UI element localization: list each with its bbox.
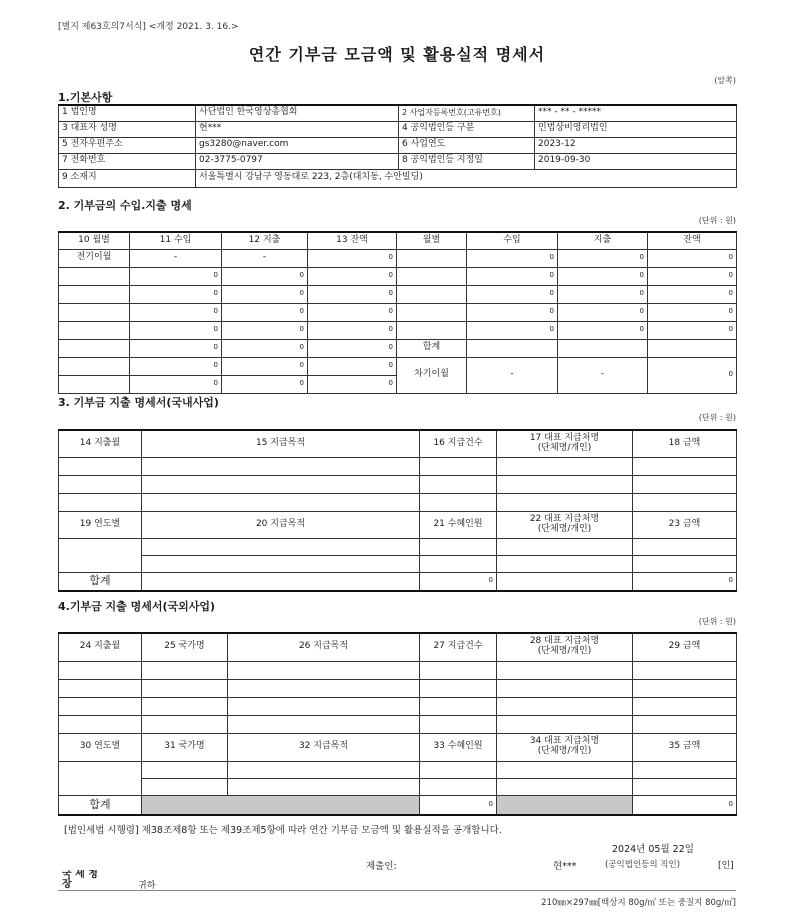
- month-cell: [397, 285, 467, 303]
- expense-cell: -: [558, 357, 648, 393]
- recipient: 국 세 청 장: [62, 870, 98, 890]
- empty-cell: [59, 661, 142, 679]
- table-row: [59, 321, 737, 339]
- total-label: 합계: [59, 795, 142, 815]
- expense-cell: 0: [558, 267, 648, 285]
- header-cell: 24 지출월: [59, 633, 142, 661]
- header-cell: 32 지급목적: [228, 733, 420, 761]
- balance-cell: 0: [308, 303, 397, 321]
- overseas-expense-table: [58, 632, 737, 816]
- header-cell: 35 금액: [633, 733, 737, 761]
- basic-info-table: [58, 104, 737, 188]
- balance-cell: 0: [308, 375, 397, 393]
- table-row: [59, 457, 737, 475]
- gray-cell: [142, 795, 420, 815]
- month-cell: [397, 267, 467, 285]
- empty-cell: [420, 715, 497, 733]
- field-value: *** - ** - *****: [535, 105, 737, 121]
- empty-cell: [228, 715, 420, 733]
- expense-cell: 0: [222, 339, 308, 357]
- empty-cell: [228, 661, 420, 679]
- empty-cell: [633, 457, 737, 475]
- header-cell: 33 수혜인원: [420, 733, 497, 761]
- header-cell: 월별: [397, 232, 467, 249]
- section4-unit: (단위 : 원): [698, 617, 736, 626]
- balance-cell: 0: [648, 321, 737, 339]
- header-cell: 21 수혜인원: [420, 511, 497, 538]
- balance-cell: 0: [648, 249, 737, 267]
- balance-cell: 0: [308, 357, 397, 375]
- field-label: 4 공익법인등 구분: [399, 121, 535, 137]
- total-count: 0: [420, 795, 497, 815]
- table-row: [59, 661, 737, 679]
- header-line: (단체명/개인): [537, 746, 592, 756]
- empty-cell: [59, 715, 142, 733]
- empty-cell: [633, 778, 737, 795]
- paper-spec: 210㎜×297㎜[백상지 80g/㎡ 또는 중질지 80g/㎡]: [541, 898, 736, 908]
- empty-cell: [633, 761, 737, 778]
- field-value: gs3280@naver.com: [196, 137, 399, 153]
- month-cell: [59, 339, 130, 357]
- header-cell: 지출: [558, 232, 648, 249]
- balance-cell: 0: [648, 357, 737, 393]
- table-row: [59, 538, 737, 555]
- field-value: 02-3775-0797: [196, 153, 399, 169]
- empty-cell: [142, 697, 228, 715]
- header-cell: 23 금액: [633, 511, 737, 538]
- total-label: 합계: [59, 572, 142, 591]
- month-cell: [397, 303, 467, 321]
- header-line: 34 대표 지급처명: [529, 736, 600, 747]
- field-label: 5 전자우편주소: [59, 137, 196, 153]
- field-label: 6 사업연도: [399, 137, 535, 153]
- header-line: 28 대표 지급처명: [529, 636, 600, 647]
- header-cell: 18 금액: [633, 430, 737, 457]
- header-cell: 수입: [467, 232, 558, 249]
- field-label: 3 대표자 성명: [59, 121, 196, 137]
- empty-cell: [59, 538, 142, 572]
- field-label: 7 전화번호: [59, 153, 196, 169]
- month-cell: [59, 375, 130, 393]
- field-label: 1 법인명: [59, 105, 196, 121]
- front-side-label: (앞쪽): [714, 76, 736, 85]
- carry-in-label: 전기이월: [59, 249, 130, 267]
- income-cell: 0: [130, 285, 222, 303]
- submission-date: 2024년 05월 22일: [612, 844, 694, 855]
- empty-cell: [142, 538, 420, 555]
- empty-cell: [497, 778, 633, 795]
- gray-cell: [497, 795, 633, 815]
- empty-cell: [59, 761, 142, 795]
- empty-cell: [420, 555, 497, 572]
- header-cell: 15 지급목적: [142, 430, 420, 457]
- header-line: (단체명/개인): [537, 523, 592, 534]
- empty-cell: [633, 493, 737, 511]
- empty-cell: [142, 778, 228, 795]
- section2-title: 2. 기부금의 수입.지출 명세: [58, 199, 192, 212]
- header-cell: 19 연도별: [59, 511, 142, 538]
- field-value: 사단법인 한국영상총협회: [196, 105, 399, 121]
- empty-cell: [497, 457, 633, 475]
- header-line: 17 대표 지급처명: [529, 432, 600, 443]
- header-cell: 16 지급건수: [420, 430, 497, 457]
- table-row: [59, 153, 737, 169]
- income-cell: [467, 339, 558, 357]
- header-cell-recipient: [497, 511, 633, 538]
- table-row: [59, 285, 737, 303]
- month-cell: [59, 267, 130, 285]
- form-number: [별지 제63호의7서식] <개정 2021. 3. 16.>: [58, 22, 239, 32]
- header-cell: 11 수입: [130, 232, 222, 249]
- expense-cell: 0: [222, 285, 308, 303]
- table-row: [59, 105, 737, 121]
- header-cell-recipient: [497, 633, 633, 661]
- month-cell: [397, 249, 467, 267]
- table-row: [59, 121, 737, 137]
- table-row: [59, 697, 737, 715]
- empty-cell: [142, 475, 420, 493]
- month-cell: [397, 321, 467, 339]
- empty-cell: [142, 679, 228, 697]
- empty-cell: [633, 697, 737, 715]
- empty-cell: [59, 475, 142, 493]
- table-row: [59, 572, 737, 591]
- expense-cell: -: [222, 249, 308, 267]
- table-row: [59, 493, 737, 511]
- field-value: 2023-12: [535, 137, 737, 153]
- income-cell: 0: [467, 321, 558, 339]
- bottom-divider: [58, 890, 736, 891]
- empty-cell: [142, 715, 228, 733]
- empty-cell: [497, 493, 633, 511]
- empty-cell: [497, 679, 633, 697]
- header-cell: 26 지급목적: [228, 633, 420, 661]
- empty-cell: [59, 697, 142, 715]
- section4-title: 4.기부금 지출 명세서(국외사업): [58, 600, 216, 613]
- empty-cell: [633, 661, 737, 679]
- table-row: [59, 249, 737, 267]
- empty-cell: [497, 661, 633, 679]
- section2-unit: (단위 : 원): [698, 216, 736, 225]
- empty-cell: [142, 457, 420, 475]
- empty-cell: [420, 475, 497, 493]
- empty-cell: [497, 697, 633, 715]
- section3-unit: (단위 : 원): [698, 413, 736, 422]
- table-row: [59, 555, 737, 572]
- table-row: [59, 357, 737, 375]
- table-row: [59, 267, 737, 285]
- month-cell: [59, 357, 130, 375]
- expense-cell: 0: [222, 303, 308, 321]
- balance-cell: [648, 339, 737, 357]
- income-cell: 0: [130, 303, 222, 321]
- field-value: 서울특별시 강남구 영동대로 223, 2층(대치동, 수안빌딩): [196, 169, 737, 187]
- empty-cell: [142, 493, 420, 511]
- empty-cell: [420, 661, 497, 679]
- table-row: [59, 511, 737, 538]
- header-cell: 27 지급건수: [420, 633, 497, 661]
- empty-cell: [142, 572, 420, 591]
- empty-cell: [633, 475, 737, 493]
- header-line: 22 대표 지급처명: [529, 513, 600, 524]
- table-row: [59, 679, 737, 697]
- expense-cell: 0: [222, 375, 308, 393]
- disclosure-statement: [법인세법 시행령] 제38조제8항 또는 제39조제5항에 따라 연간 기부금 모금액 및 활용실적을 공개합니다.: [64, 825, 502, 836]
- empty-cell: [142, 761, 228, 778]
- field-value: 2019-09-30: [535, 153, 737, 169]
- empty-cell: [497, 761, 633, 778]
- table-row: [59, 169, 737, 187]
- balance-cell: 0: [648, 267, 737, 285]
- table-row: [59, 633, 737, 661]
- empty-cell: [497, 572, 633, 591]
- section3-title: 3. 기부금 지출 명세서(국내사업): [58, 396, 219, 409]
- empty-cell: [420, 697, 497, 715]
- empty-cell: [420, 778, 497, 795]
- header-cell: 29 금액: [633, 633, 737, 661]
- header-cell-recipient: [497, 430, 633, 457]
- field-value: 현***: [196, 121, 399, 137]
- field-value: 민법상비영리법인: [535, 121, 737, 137]
- expense-cell: 0: [558, 303, 648, 321]
- table-row: [59, 303, 737, 321]
- balance-cell: 0: [308, 339, 397, 357]
- empty-cell: [420, 457, 497, 475]
- balance-cell: 0: [648, 303, 737, 321]
- table-row: [59, 475, 737, 493]
- income-expense-table: [58, 231, 737, 394]
- empty-cell: [228, 761, 420, 778]
- balance-cell: 0: [308, 267, 397, 285]
- header-line: (단체명/개인): [537, 646, 592, 657]
- income-cell: 0: [467, 285, 558, 303]
- carry-out-label: 차기이월: [397, 357, 467, 393]
- empty-cell: [228, 697, 420, 715]
- field-label: 8 공익법인등 지정일: [399, 153, 535, 169]
- income-cell: 0: [130, 321, 222, 339]
- table-row: [59, 733, 737, 761]
- month-cell: [59, 285, 130, 303]
- month-cell: [59, 303, 130, 321]
- empty-cell: [59, 679, 142, 697]
- table-row: [59, 232, 737, 249]
- expense-cell: 0: [222, 321, 308, 339]
- empty-cell: [59, 493, 142, 511]
- table-row: [59, 430, 737, 457]
- header-line: (단체명/개인): [537, 442, 592, 453]
- domestic-expense-table: [58, 429, 737, 592]
- balance-cell: 0: [308, 285, 397, 303]
- expense-cell: 0: [558, 249, 648, 267]
- recipient-suffix: 귀하: [138, 881, 156, 891]
- empty-cell: [420, 761, 497, 778]
- page-title: 연간 기부금 모금액 및 활용실적 명세서: [248, 45, 546, 64]
- table-row: [59, 795, 737, 815]
- table-row: [59, 137, 737, 153]
- header-cell: 12 지출: [222, 232, 308, 249]
- income-cell: 0: [130, 375, 222, 393]
- income-cell: 0: [467, 249, 558, 267]
- month-cell: [59, 321, 130, 339]
- table-row: [59, 778, 737, 795]
- total-count: 0: [420, 572, 497, 591]
- submitter-label: 제출인:: [366, 861, 397, 872]
- expense-cell: 0: [222, 357, 308, 375]
- empty-cell: [497, 715, 633, 733]
- empty-cell: [59, 457, 142, 475]
- header-cell: 10 월별: [59, 232, 130, 249]
- empty-cell: [420, 493, 497, 511]
- empty-cell: [228, 679, 420, 697]
- empty-cell: [633, 715, 737, 733]
- header-cell: 20 지급목적: [142, 511, 420, 538]
- expense-cell: 0: [558, 321, 648, 339]
- balance-cell: 0: [648, 285, 737, 303]
- empty-cell: [633, 555, 737, 572]
- income-cell: 0: [467, 267, 558, 285]
- balance-cell: 0: [308, 249, 397, 267]
- empty-cell: [420, 679, 497, 697]
- balance-cell: 0: [308, 321, 397, 339]
- table-row: [59, 339, 737, 357]
- total-label: 합계: [397, 339, 467, 357]
- header-cell: 25 국가명: [142, 633, 228, 661]
- header-cell: 31 국가명: [142, 733, 228, 761]
- stamp-mark: [인]: [718, 861, 734, 871]
- empty-cell: [497, 475, 633, 493]
- seal-note: (공익법인등의 직인): [605, 860, 681, 870]
- field-label: 9 소재지: [59, 169, 196, 187]
- income-cell: 0: [130, 357, 222, 375]
- empty-cell: [420, 538, 497, 555]
- income-cell: -: [130, 249, 222, 267]
- section1-title: 1.기본사항: [58, 91, 113, 104]
- total-amount: 0: [633, 572, 737, 591]
- total-amount: 0: [633, 795, 737, 815]
- income-cell: 0: [467, 303, 558, 321]
- empty-cell: [497, 555, 633, 572]
- expense-cell: 0: [222, 267, 308, 285]
- field-label: 2 사업자등록번호(고유번호): [399, 105, 535, 121]
- expense-cell: 0: [558, 285, 648, 303]
- empty-cell: [142, 661, 228, 679]
- income-cell: 0: [130, 267, 222, 285]
- income-cell: -: [467, 357, 558, 393]
- empty-cell: [633, 679, 737, 697]
- header-cell-recipient: [497, 733, 633, 761]
- table-row: [59, 761, 737, 778]
- income-cell: 0: [130, 339, 222, 357]
- expense-cell: [558, 339, 648, 357]
- submitter-name: 현***: [553, 861, 577, 872]
- empty-cell: [633, 538, 737, 555]
- header-cell: 30 연도별: [59, 733, 142, 761]
- header-cell: 잔액: [648, 232, 737, 249]
- empty-cell: [142, 555, 420, 572]
- table-row: [59, 715, 737, 733]
- empty-cell: [497, 538, 633, 555]
- header-cell: 14 지출월: [59, 430, 142, 457]
- header-cell: 13 잔액: [308, 232, 397, 249]
- empty-cell: [228, 778, 420, 795]
